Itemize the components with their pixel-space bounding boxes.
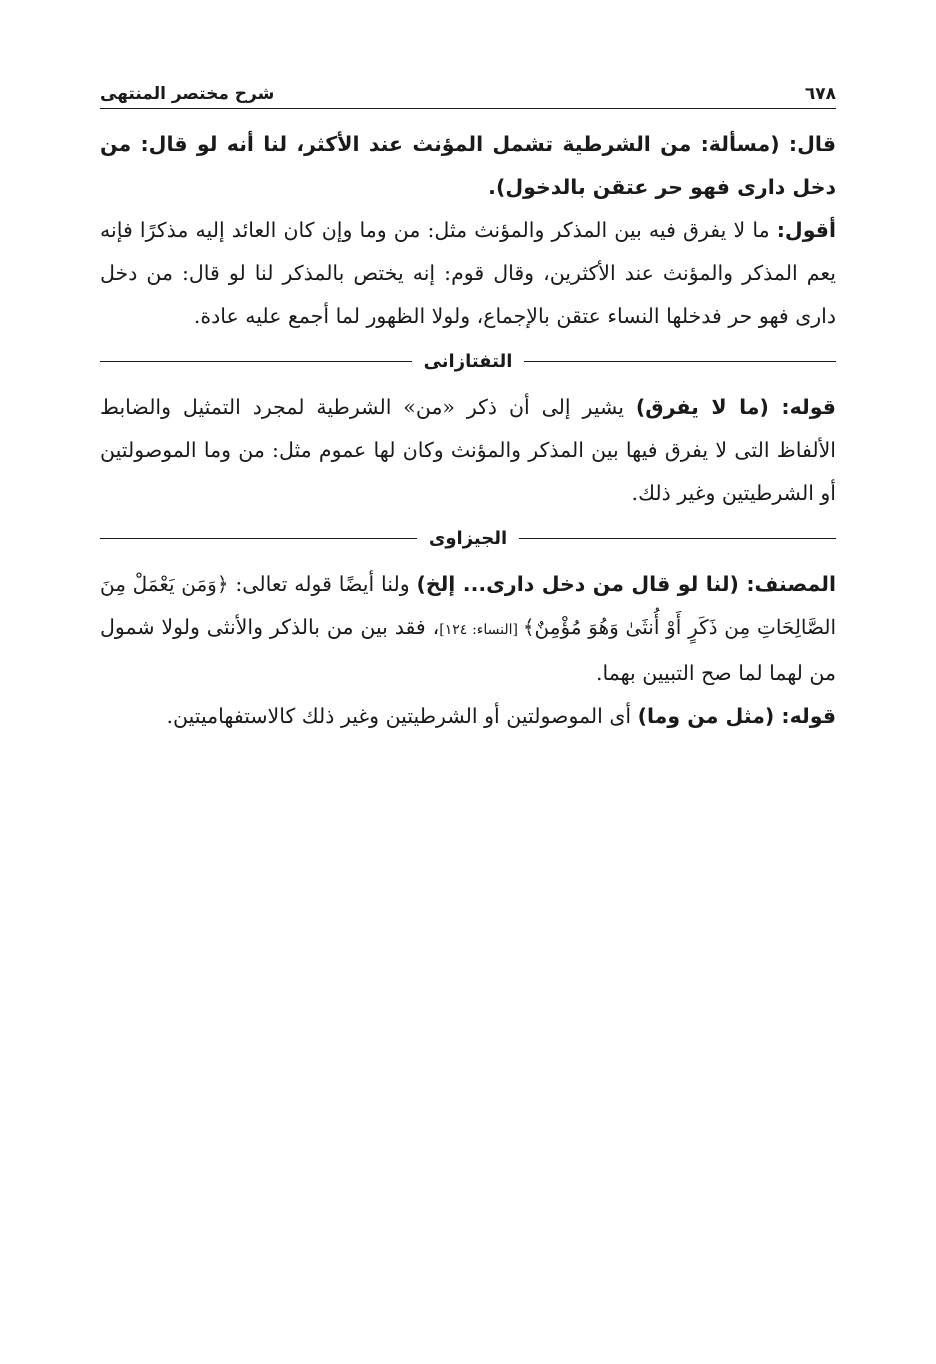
page-number: ٦٧٨ [804,84,836,104]
divider-line [100,361,412,362]
jizawi-lead-1: المصنف: (لنا لو قال من دخل دارى... إلخ) [416,572,837,596]
jizawi-title: الجيزاوى [428,527,508,549]
jizawi-lead-2: قوله: (مثل من وما) [637,704,836,728]
jizawi-text-1b: ، فقد بين من بالذكر والأنثى ولولا شمول من لهما لما صح التبيين بهما. [100,615,836,685]
divider-line [519,538,836,539]
taftazani-title: التفتازانى [423,350,513,372]
divider-line [524,361,836,362]
sharh-paragraph [100,209,836,338]
jizawi-section [100,563,836,738]
taftazani-text: يشير إلى أن ذكر «من» الشرطية لمجرد التمثيل والضابط الألفاظ التى لا يفرق فيها بين المذكر والمؤنث وكان لها عموم مثل: من وما الموصولتين أو الشرطيتين وغير ذلك. [100,395,836,505]
taftazani-paragraph [100,386,836,515]
jizawi-divider [100,523,836,553]
book-title: شرح مختصر المنتهى [100,84,275,104]
sharh-lead: أقول: [776,218,836,242]
jizawi-text-1: ولنا أيضًا قوله تعالى: [228,572,417,596]
quran-reference: [النساء: ١٢٤] [439,622,523,638]
running-header [100,78,836,109]
taftazani-divider [100,346,836,376]
matn-text: قال: (مسألة: من الشرطية تشمل المؤنث عند الأكثر، لنا أنه لو قال: من دخل دارى فهو حر عتقن بالدخول). [100,132,836,199]
matn-section [100,123,836,209]
book-page [100,78,836,738]
taftazani-lead: قوله: (ما لا يفرق) [635,395,836,419]
taftazani-section [100,386,836,515]
jizawi-paragraph-2 [100,695,836,738]
sharh-section [100,209,836,338]
quran-verse: ﴿وَمَن يَعْمَلْ مِنَ الصَّالِحَاتِ مِن ذَكَرٍ أَوْ أُنثَىٰ وَهُوَ مُؤْمِنٌ﴾ [100,572,837,639]
divider-line [100,538,417,539]
jizawi-text-2: أى الموصولتين أو الشرطيتين وغير ذلك كالاستفهاميتين. [166,704,638,728]
sharh-text: ما لا يفرق فيه بين المذكر والمؤنث مثل: من وما وإن كان العائد إليه مذكرًا فإنه يعم المذكر والمؤنث عند الأكثرين، وقال قوم: إنه يختص بالمذكر لنا لو قال: من دخل دارى فهو حر فدخلها النساء عتقن بالإجماع، ولولا الظهور لما أجمع عليه عادة. [100,218,836,328]
jizawi-paragraph-1 [100,563,836,695]
